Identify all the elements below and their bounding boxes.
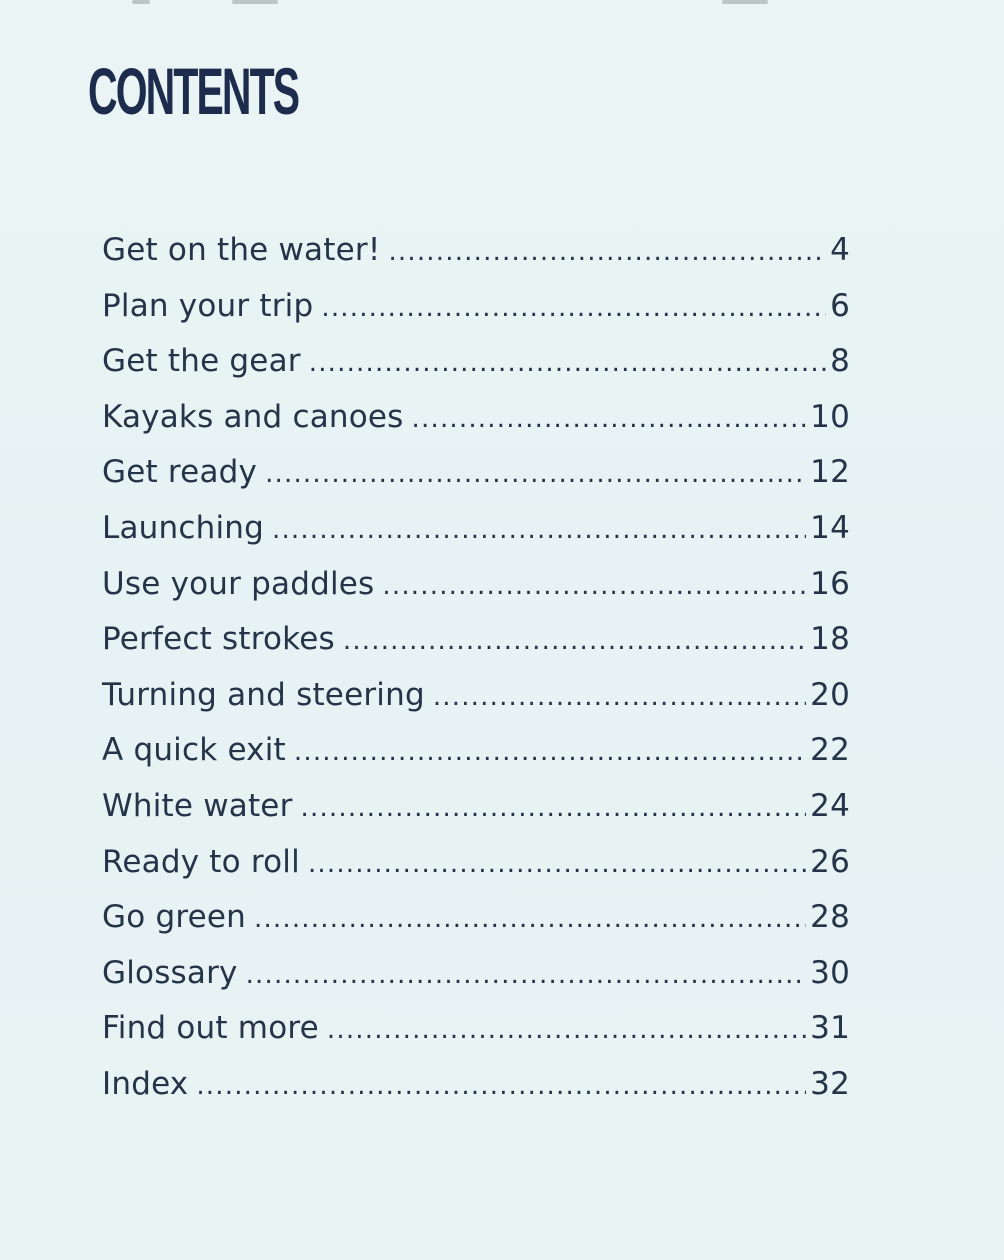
dot-leader	[327, 1015, 806, 1045]
toc-entry	[102, 510, 850, 566]
toc-entry-title: Go green	[102, 899, 246, 936]
toc-entry-page-number: 12	[810, 454, 850, 491]
toc-entry-page-number: 16	[810, 565, 850, 602]
contents-heading: CONTENTS	[88, 54, 299, 128]
dot-leader	[254, 904, 806, 934]
toc-entry-title: Get the gear	[102, 343, 301, 380]
toc-entry-page-number: 24	[810, 787, 850, 824]
page-edge-mark	[722, 0, 768, 4]
toc-entry-page-number: 26	[810, 843, 850, 880]
toc-entry	[102, 899, 850, 955]
toc-entry-page-number: 30	[810, 954, 850, 991]
toc-entry-title: Find out more	[102, 1010, 319, 1047]
dot-leader	[382, 571, 806, 601]
toc-entry-page-number: 14	[810, 509, 850, 546]
toc-entry-page-number: 18	[810, 621, 850, 658]
toc-entry	[102, 288, 850, 344]
toc-entry	[102, 232, 850, 288]
dot-leader	[309, 348, 826, 378]
toc-entry-title: Plan your trip	[102, 287, 314, 324]
toc-entry	[102, 732, 850, 788]
page-edge-mark	[232, 0, 278, 4]
toc-entry-title: Ready to roll	[102, 843, 300, 880]
toc-entry	[102, 677, 850, 733]
toc-entry-title: Perfect strokes	[102, 621, 335, 658]
toc-entry	[102, 454, 850, 510]
toc-entry-title: A quick exit	[102, 732, 286, 769]
toc-entry-title: Turning and steering	[102, 676, 425, 713]
toc-entry-page-number: 4	[830, 232, 850, 268]
toc-entry	[102, 788, 850, 844]
dot-leader	[433, 682, 806, 712]
toc-entry	[102, 844, 850, 900]
toc-entry-page-number: 22	[810, 732, 850, 769]
toc-entry-page-number: 28	[810, 899, 850, 936]
toc-entry-title: Use your paddles	[102, 565, 375, 602]
toc-entry-title: Kayaks and canoes	[102, 398, 404, 435]
toc-entry-title: White water	[102, 787, 293, 824]
toc-entry-page-number: 6	[830, 287, 850, 324]
toc-entry	[102, 1066, 850, 1122]
toc-entry-page-number: 10	[810, 398, 850, 435]
toc-entry-page-number: 20	[810, 676, 850, 713]
dot-leader	[388, 237, 826, 267]
toc-entry	[102, 1010, 850, 1066]
dot-leader	[272, 515, 806, 545]
dot-leader	[196, 1071, 806, 1101]
toc-entry	[102, 399, 850, 455]
toc-entry-page-number: 31	[810, 1010, 850, 1047]
toc-entry-page-number: 32	[810, 1065, 850, 1102]
toc-entry	[102, 566, 850, 622]
dot-leader	[294, 737, 806, 767]
dot-leader	[412, 404, 807, 434]
dot-leader	[246, 960, 807, 990]
toc-entry-title: Get ready	[102, 454, 258, 491]
dot-leader	[265, 459, 806, 489]
toc-entry-title: Get on the water!	[102, 232, 381, 268]
toc-entry-title: Index	[102, 1065, 189, 1102]
page-edge-mark	[132, 0, 150, 4]
toc-entry-title: Glossary	[102, 954, 238, 991]
table-of-contents	[102, 232, 850, 1122]
dot-leader	[308, 849, 806, 879]
toc-entry-title: Launching	[102, 509, 264, 546]
toc-entry	[102, 955, 850, 1011]
dot-leader	[301, 793, 807, 823]
toc-entry-page-number: 8	[830, 343, 850, 380]
dot-leader	[343, 626, 806, 656]
toc-entry	[102, 621, 850, 677]
dot-leader	[321, 293, 826, 323]
toc-entry	[102, 343, 850, 399]
